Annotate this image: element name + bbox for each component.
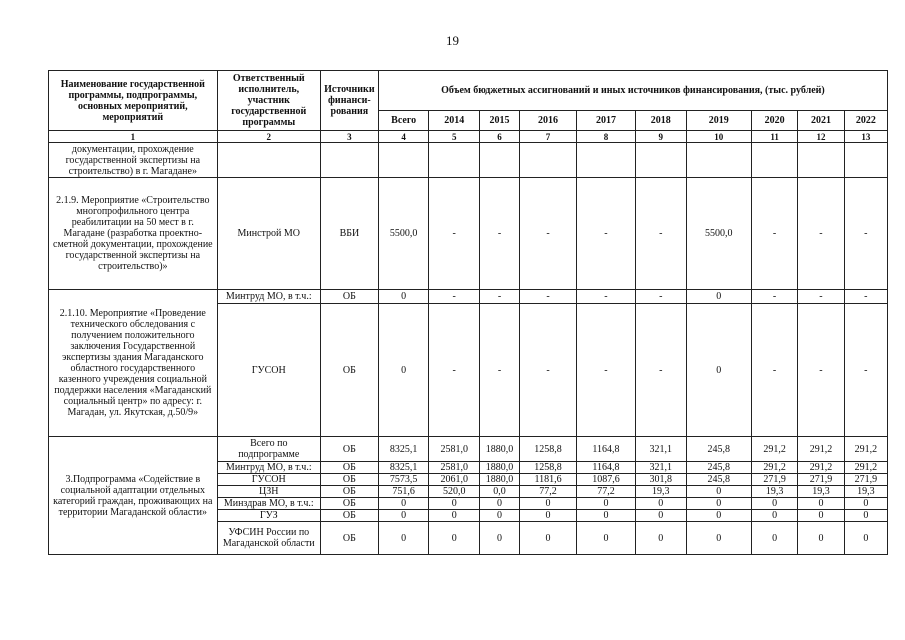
program-name-cell: 2.1.9. Мероприятие «Строительство многопрофильного центра реабилитации на 50 мест в г. Магадане (разработка проектно-сметной документации, прохождение государственной экспертизы на строительство)» bbox=[49, 178, 218, 290]
column-number: 1 bbox=[49, 131, 218, 143]
value-cell: 0 bbox=[520, 510, 577, 522]
value-cell: 0 bbox=[798, 510, 844, 522]
value-cell: 0 bbox=[480, 510, 520, 522]
header-executor: Ответственный исполнитель, участник государственной программы bbox=[217, 71, 320, 131]
value-cell: 291,2 bbox=[844, 437, 887, 462]
header-year: 2017 bbox=[576, 111, 635, 131]
value-cell: - bbox=[576, 290, 635, 304]
header-year: 2019 bbox=[686, 111, 751, 131]
value-cell: 1164,8 bbox=[576, 437, 635, 462]
header-year: 2022 bbox=[844, 111, 887, 131]
value-cell: 19,3 bbox=[798, 486, 844, 498]
value-cell: 0 bbox=[844, 522, 887, 555]
value-cell: - bbox=[798, 304, 844, 437]
column-number: 11 bbox=[751, 131, 797, 143]
value-cell: 245,8 bbox=[686, 462, 751, 474]
value-cell: 0 bbox=[576, 522, 635, 555]
executor-cell: Минстрой МО bbox=[217, 178, 320, 290]
value-cell: 5500,0 bbox=[378, 178, 429, 290]
column-number: 12 bbox=[798, 131, 844, 143]
value-cell: 291,2 bbox=[751, 462, 797, 474]
header-sources: Источники финанси-рования bbox=[320, 71, 378, 131]
value-cell: - bbox=[635, 178, 686, 290]
value-cell: - bbox=[480, 178, 520, 290]
value-cell: 1880,0 bbox=[480, 462, 520, 474]
executor-cell: ГУСОН bbox=[217, 304, 320, 437]
value-cell: - bbox=[635, 290, 686, 304]
value-cell: 0 bbox=[635, 498, 686, 510]
value-cell: - bbox=[751, 290, 797, 304]
value-cell: 1258,8 bbox=[520, 462, 577, 474]
value-cell: 0 bbox=[378, 304, 429, 437]
column-number: 8 bbox=[576, 131, 635, 143]
source-cell: ОБ bbox=[320, 486, 378, 498]
value-cell: - bbox=[751, 304, 797, 437]
value-cell: 751,6 bbox=[378, 486, 429, 498]
executor-cell: ГУЗ bbox=[217, 510, 320, 522]
value-cell: 0 bbox=[798, 522, 844, 555]
value-cell: 0 bbox=[520, 522, 577, 555]
value-cell: 0 bbox=[378, 290, 429, 304]
executor-cell: УФСИН России по Магаданской области bbox=[217, 522, 320, 555]
value-cell: 301,8 bbox=[635, 474, 686, 486]
value-cell: 0 bbox=[480, 498, 520, 510]
value-cell: - bbox=[520, 304, 577, 437]
value-cell: 0 bbox=[686, 304, 751, 437]
value-cell: 0 bbox=[686, 290, 751, 304]
value-cell: 271,9 bbox=[844, 474, 887, 486]
column-number: 10 bbox=[686, 131, 751, 143]
source-cell: ОБ bbox=[320, 290, 378, 304]
value-cell: - bbox=[480, 304, 520, 437]
budget-table bbox=[48, 70, 888, 555]
value-cell: 0 bbox=[520, 498, 577, 510]
column-number: 5 bbox=[429, 131, 480, 143]
value-cell: 0 bbox=[378, 522, 429, 555]
value-cell: - bbox=[429, 304, 480, 437]
source-cell: ВБИ bbox=[320, 178, 378, 290]
value-cell: 0 bbox=[576, 498, 635, 510]
header-year: 2014 bbox=[429, 111, 480, 131]
value-cell: - bbox=[576, 304, 635, 437]
value-cell: 291,2 bbox=[798, 462, 844, 474]
header-year: 2020 bbox=[751, 111, 797, 131]
value-cell: 0 bbox=[378, 510, 429, 522]
value-cell: - bbox=[844, 290, 887, 304]
value-cell: 520,0 bbox=[429, 486, 480, 498]
value-cell: - bbox=[844, 178, 887, 290]
program-name-cell: документации, прохождение государственной экспертизы на строительство) в г. Магадане» bbox=[49, 143, 218, 178]
value-cell: 77,2 bbox=[520, 486, 577, 498]
value-cell: 2581,0 bbox=[429, 437, 480, 462]
value-cell: 0 bbox=[635, 522, 686, 555]
column-number: 7 bbox=[520, 131, 577, 143]
value-cell: 0 bbox=[844, 510, 887, 522]
value-cell: - bbox=[520, 178, 577, 290]
column-number: 6 bbox=[480, 131, 520, 143]
value-cell: 5500,0 bbox=[686, 178, 751, 290]
executor-cell: ЦЗН bbox=[217, 486, 320, 498]
source-cell: ОБ bbox=[320, 437, 378, 462]
column-number: 13 bbox=[844, 131, 887, 143]
value-cell: 271,9 bbox=[798, 474, 844, 486]
value-cell: 19,3 bbox=[844, 486, 887, 498]
value-cell: - bbox=[844, 304, 887, 437]
header-year: 2016 bbox=[520, 111, 577, 131]
column-number: 4 bbox=[378, 131, 429, 143]
value-cell: 271,9 bbox=[751, 474, 797, 486]
value-cell: 19,3 bbox=[635, 486, 686, 498]
header-program-name: Наименование государственной программы, подпрограммы, основных мероприятий, мероприятий bbox=[49, 71, 218, 131]
value-cell: 1258,8 bbox=[520, 437, 577, 462]
table-row-2-1-9 bbox=[49, 178, 888, 290]
column-number: 3 bbox=[320, 131, 378, 143]
value-cell: 1164,8 bbox=[576, 462, 635, 474]
value-cell: 245,8 bbox=[686, 474, 751, 486]
value-cell: 19,3 bbox=[751, 486, 797, 498]
table-row-subprogram-3-total bbox=[49, 437, 888, 462]
value-cell: 0 bbox=[686, 522, 751, 555]
value-cell: 0 bbox=[429, 498, 480, 510]
executor-cell: Минтруд МО, в т.ч.: bbox=[217, 290, 320, 304]
program-name-cell: 3.Подпрограмма «Содействие в социальной адаптации отдельных категорий граждан, проживающих на территории Магаданской области» bbox=[49, 437, 218, 555]
value-cell: 291,2 bbox=[844, 462, 887, 474]
value-cell: 1181,6 bbox=[520, 474, 577, 486]
header-year: Всего bbox=[378, 111, 429, 131]
source-cell: ОБ bbox=[320, 304, 378, 437]
value-cell: 291,2 bbox=[798, 437, 844, 462]
value-cell: 245,8 bbox=[686, 437, 751, 462]
value-cell: 0 bbox=[798, 498, 844, 510]
value-cell: 2061,0 bbox=[429, 474, 480, 486]
source-cell: ОБ bbox=[320, 510, 378, 522]
value-cell: - bbox=[429, 290, 480, 304]
value-cell: 0 bbox=[429, 510, 480, 522]
column-number: 9 bbox=[635, 131, 686, 143]
value-cell: - bbox=[576, 178, 635, 290]
header-row bbox=[49, 71, 888, 111]
value-cell: 291,2 bbox=[751, 437, 797, 462]
value-cell: 1880,0 bbox=[480, 437, 520, 462]
source-cell: ОБ bbox=[320, 462, 378, 474]
value-cell: 0 bbox=[751, 522, 797, 555]
source-cell: ОБ bbox=[320, 474, 378, 486]
value-cell: 8325,1 bbox=[378, 437, 429, 462]
value-cell: 8325,1 bbox=[378, 462, 429, 474]
value-cell: - bbox=[798, 178, 844, 290]
value-cell: 321,1 bbox=[635, 437, 686, 462]
column-number: 2 bbox=[217, 131, 320, 143]
executor-cell: Минтруд МО, в т.ч.: bbox=[217, 462, 320, 474]
value-cell: - bbox=[480, 290, 520, 304]
executor-cell: ГУСОН bbox=[217, 474, 320, 486]
executor-cell: Всего по подпрограмме bbox=[217, 437, 320, 462]
value-cell: - bbox=[798, 290, 844, 304]
value-cell: 0 bbox=[480, 522, 520, 555]
value-cell: 1880,0 bbox=[480, 474, 520, 486]
column-numbers-row bbox=[49, 131, 888, 143]
value-cell: - bbox=[751, 178, 797, 290]
value-cell: - bbox=[429, 178, 480, 290]
header-funding: Объем бюджетных ассигнований и иных источников финансирования, (тыс. рублей) bbox=[378, 71, 887, 111]
program-name-cell: 2.1.10. Мероприятие «Проведение технического обследования с получением положительного заключения Государственной экспертизы здания Магаданского областного государственного казенного учреждения социальной поддержки населения «Магаданский социальный центр» по адресу: г. Магадан, ул. Якутская, д.50/9» bbox=[49, 290, 218, 437]
value-cell: 0 bbox=[635, 510, 686, 522]
value-cell: 0 bbox=[576, 510, 635, 522]
header-year: 2015 bbox=[480, 111, 520, 131]
value-cell: 0 bbox=[686, 498, 751, 510]
table-row-continuation bbox=[49, 143, 888, 178]
value-cell: 0 bbox=[844, 498, 887, 510]
value-cell: 0 bbox=[686, 486, 751, 498]
value-cell: - bbox=[635, 304, 686, 437]
executor-cell: Минздрав МО, в т.ч.: bbox=[217, 498, 320, 510]
page-number: 19 bbox=[446, 33, 459, 48]
value-cell: 0 bbox=[378, 498, 429, 510]
value-cell: 0 bbox=[751, 510, 797, 522]
value-cell: 0 bbox=[751, 498, 797, 510]
value-cell: 0 bbox=[686, 510, 751, 522]
source-cell: ОБ bbox=[320, 522, 378, 555]
value-cell: 0,0 bbox=[480, 486, 520, 498]
value-cell: 321,1 bbox=[635, 462, 686, 474]
source-cell: ОБ bbox=[320, 498, 378, 510]
value-cell: 2581,0 bbox=[429, 462, 480, 474]
value-cell: 0 bbox=[429, 522, 480, 555]
table-row-2-1-10 bbox=[49, 290, 888, 304]
value-cell: - bbox=[520, 290, 577, 304]
header-year: 2021 bbox=[798, 111, 844, 131]
value-cell: 7573,5 bbox=[378, 474, 429, 486]
value-cell: 1087,6 bbox=[576, 474, 635, 486]
value-cell: 77,2 bbox=[576, 486, 635, 498]
header-year: 2018 bbox=[635, 111, 686, 131]
